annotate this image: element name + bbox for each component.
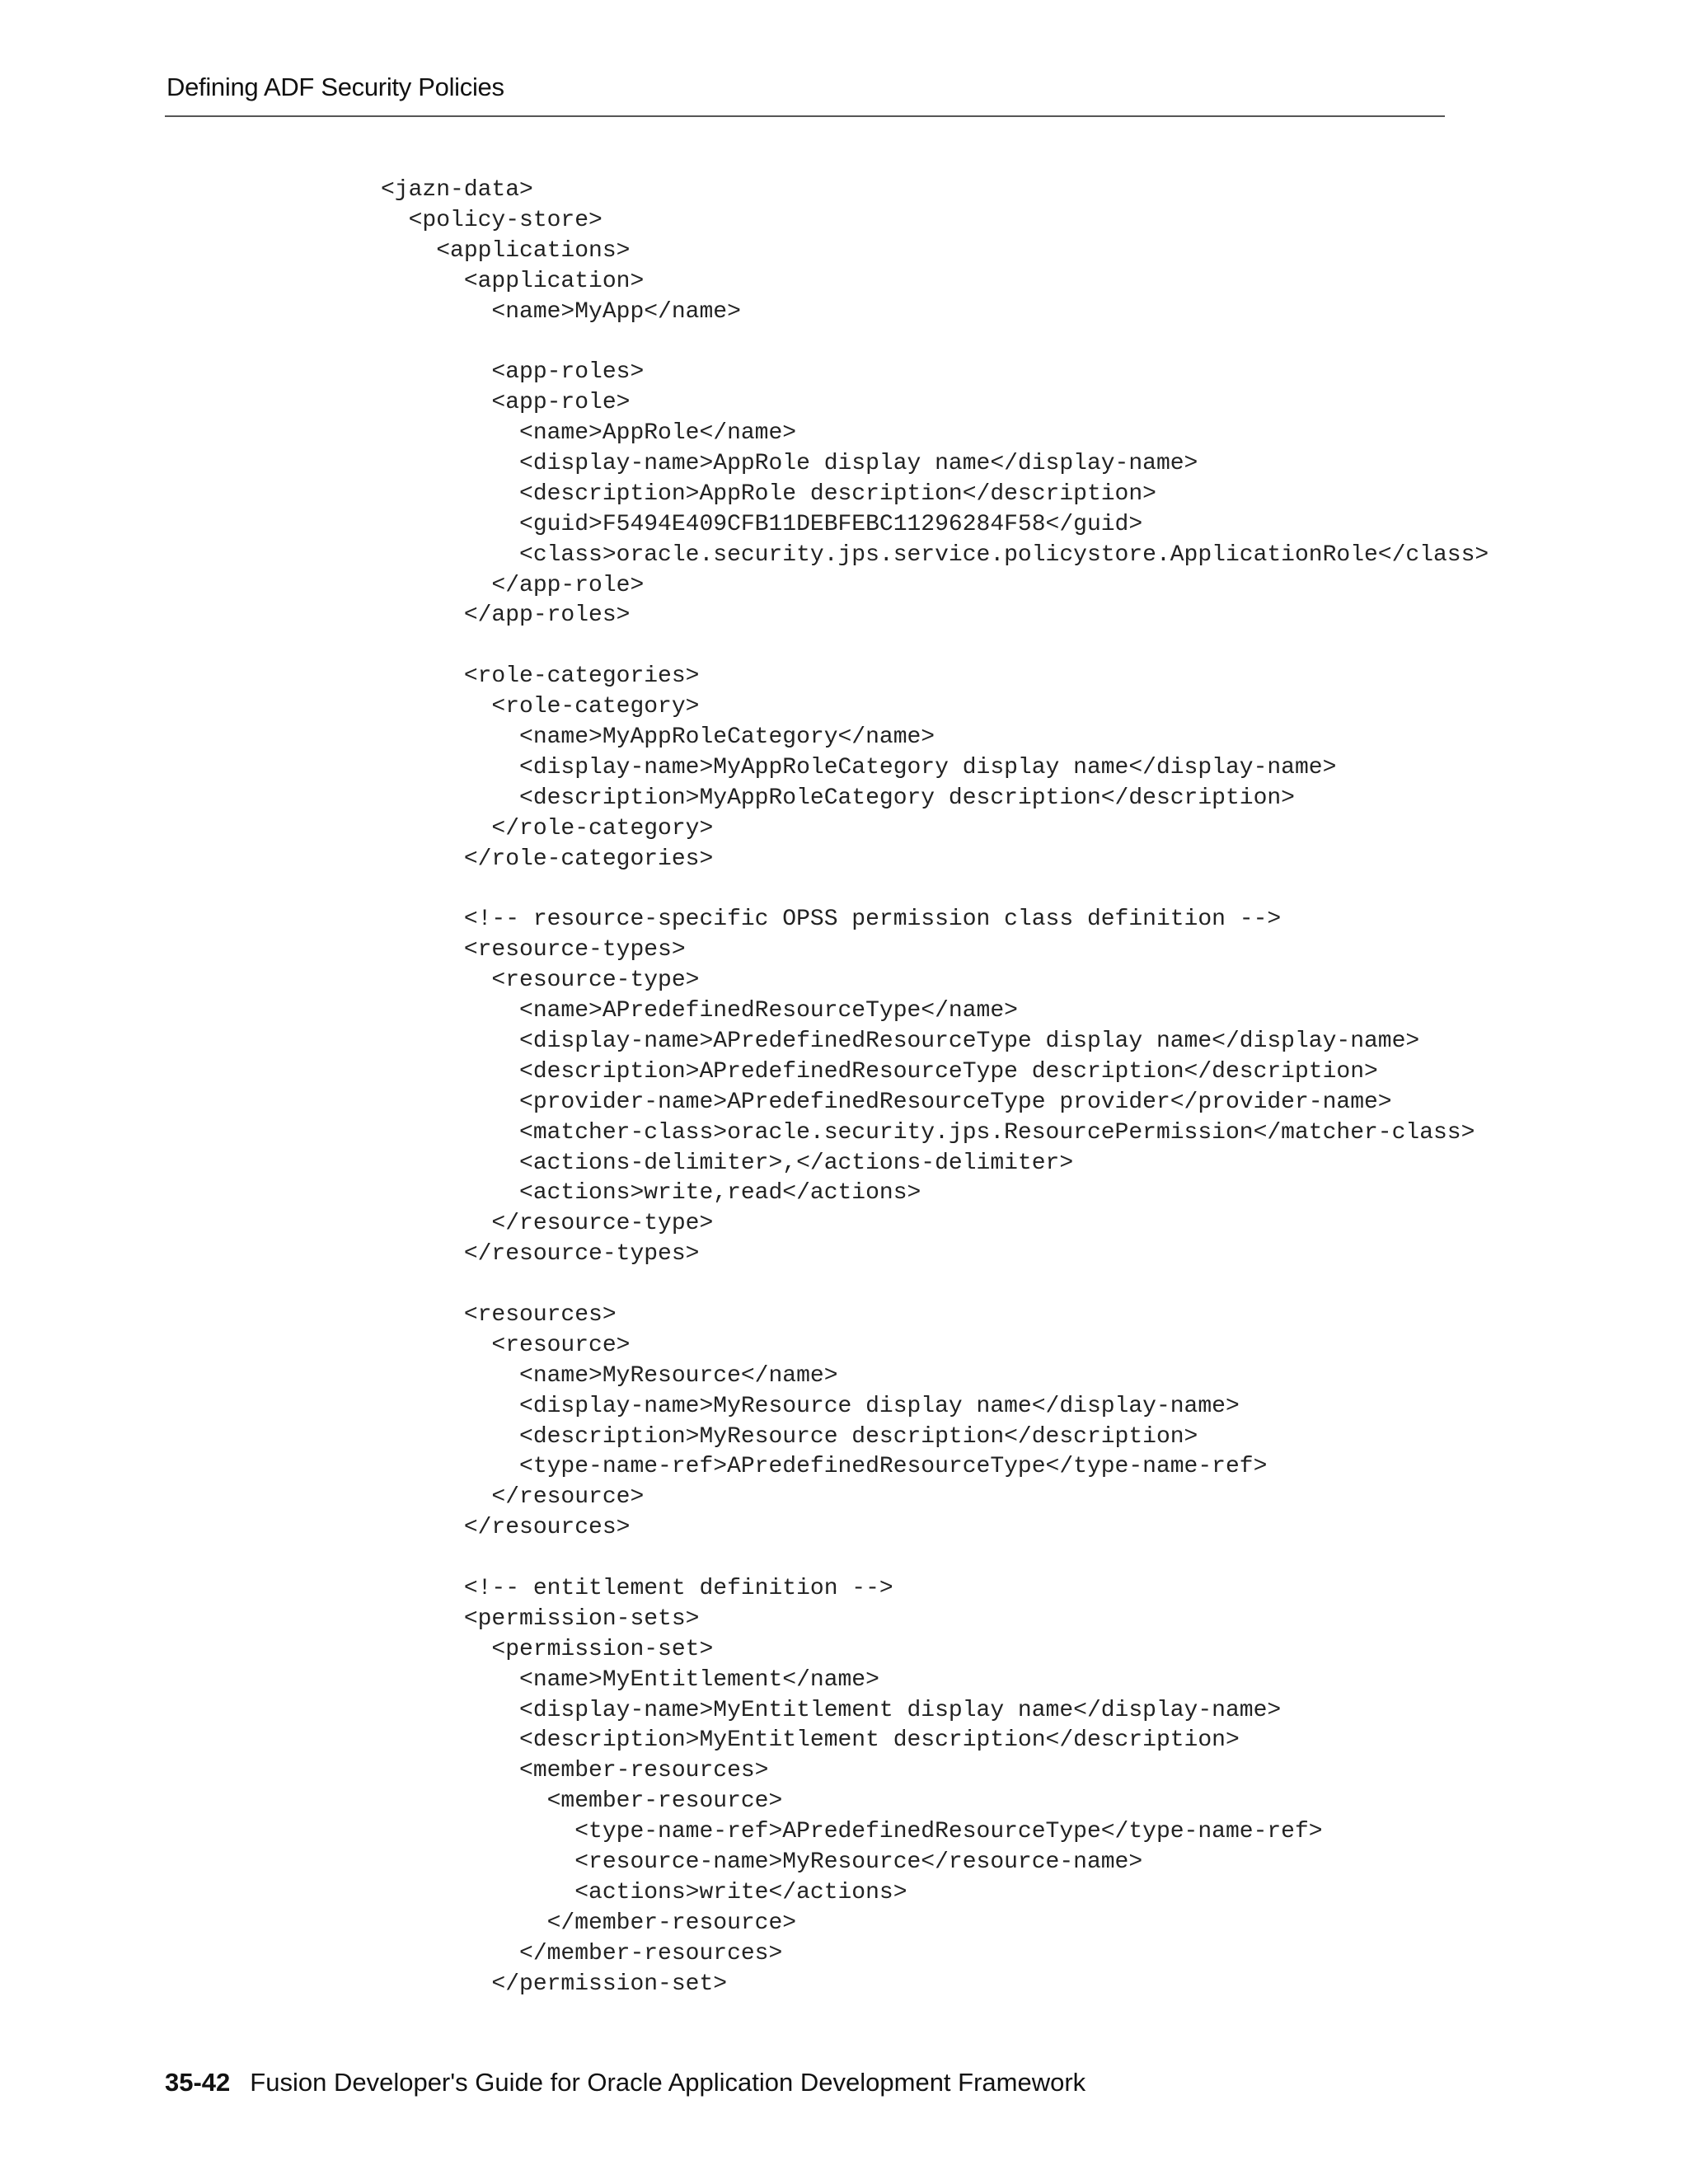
code-line: <description>MyResource description</description> xyxy=(381,1423,1198,1450)
code-line: <display-name>MyResource display name</display-name> xyxy=(381,1393,1240,1419)
code-line: <resources> xyxy=(381,1301,617,1328)
code-line: <actions-delimiter>,</actions-delimiter> xyxy=(381,1150,1074,1176)
code-line: <display-name>AppRole display name</display-name> xyxy=(381,451,1198,477)
code-line: <actions>write</actions> xyxy=(381,1879,907,1905)
code-line: <app-role> xyxy=(381,390,631,416)
code-line: <type-name-ref>APredefinedResourceType</type-name-ref> xyxy=(381,1819,1323,1845)
code-line: <name>AppRole</name> xyxy=(381,420,797,447)
code-line: <name>APredefinedResourceType</name> xyxy=(381,998,1018,1024)
code-line xyxy=(381,327,1489,358)
code-line: <description>MyEntitlement description</description> xyxy=(381,1727,1240,1754)
running-header: Defining ADF Security Policies xyxy=(166,73,504,101)
code-example xyxy=(381,176,1489,1999)
code-line: <role-categories> xyxy=(381,663,700,690)
code-line: <description>AppRole description</description> xyxy=(381,480,1156,507)
code-line: <permission-sets> xyxy=(381,1605,700,1632)
code-line: <permission-set> xyxy=(381,1636,714,1662)
book-title: Fusion Developer's Guide for Oracle Application Development Framework xyxy=(250,2068,1086,2097)
code-line: </resources> xyxy=(381,1515,631,1541)
code-line: <description>MyAppRoleCategory description</description> xyxy=(381,785,1295,811)
code-line: <class>oracle.security.jps.service.policystore.ApplicationRole</class> xyxy=(381,541,1489,568)
code-line: <app-roles> xyxy=(381,359,645,386)
code-line: <resource-type> xyxy=(381,968,700,994)
code-line: </role-category> xyxy=(381,815,714,841)
code-line: <resource-name>MyResource</resource-name> xyxy=(381,1849,1143,1875)
code-line: <name>MyResource</name> xyxy=(381,1362,838,1389)
code-line: <display-name>MyEntitlement display name</display-name> xyxy=(381,1697,1282,1723)
code-line: <provider-name>APredefinedResourceType provider</provider-name> xyxy=(381,1089,1392,1115)
code-line: <application> xyxy=(381,268,645,294)
code-line: <policy-store> xyxy=(381,207,603,233)
code-line: <actions>write,read</actions> xyxy=(381,1180,921,1207)
code-line: <applications> xyxy=(381,237,631,264)
code-line: <type-name-ref>APredefinedResourceType</type-name-ref> xyxy=(381,1454,1268,1480)
code-line: </app-role> xyxy=(381,572,645,598)
code-line: <matcher-class>oracle.security.jps.ResourcePermission</matcher-class> xyxy=(381,1119,1475,1146)
code-line: <!-- entitlement definition --> xyxy=(381,1575,893,1601)
code-line: <resource> xyxy=(381,1332,631,1358)
code-line: <guid>F5494E409CFB11DEBFEBC11296284F58</guid> xyxy=(381,511,1143,537)
code-line: </resource> xyxy=(381,1484,645,1511)
code-line: </permission-set> xyxy=(381,1971,728,1997)
code-line: <name>MyAppRoleCategory</name> xyxy=(381,724,935,751)
code-line: </resource-types> xyxy=(381,1241,700,1268)
code-line: </resource-type> xyxy=(381,1211,714,1237)
code-line xyxy=(381,874,1489,905)
code-line xyxy=(381,1270,1489,1301)
code-line: <member-resource> xyxy=(381,1788,783,1815)
code-line xyxy=(381,631,1489,662)
code-line: <!-- resource-specific OPSS permission class definition --> xyxy=(381,907,1282,933)
code-line: <display-name>MyAppRoleCategory display name</display-name> xyxy=(381,754,1337,780)
page-number: 35-42 xyxy=(165,2068,231,2097)
code-line: <name>MyEntitlement</name> xyxy=(381,1666,879,1693)
code-line: </member-resource> xyxy=(381,1910,797,1936)
code-line: <description>APredefinedResourceType description</description> xyxy=(381,1058,1378,1085)
code-line: <member-resources> xyxy=(381,1758,769,1784)
code-line: <display-name>APredefinedResourceType display name</display-name> xyxy=(381,1028,1420,1054)
code-line: </app-roles> xyxy=(381,602,631,629)
code-line: <jazn-data> xyxy=(381,177,533,203)
code-line: <role-category> xyxy=(381,694,700,720)
code-line: <resource-types> xyxy=(381,937,686,963)
code-line: <name>MyApp</name> xyxy=(381,298,741,325)
code-line: </member-resources> xyxy=(381,1940,783,1966)
header-divider xyxy=(165,115,1445,117)
code-line xyxy=(381,1544,1489,1574)
code-line: </role-categories> xyxy=(381,846,714,872)
running-footer xyxy=(165,2068,1085,2097)
